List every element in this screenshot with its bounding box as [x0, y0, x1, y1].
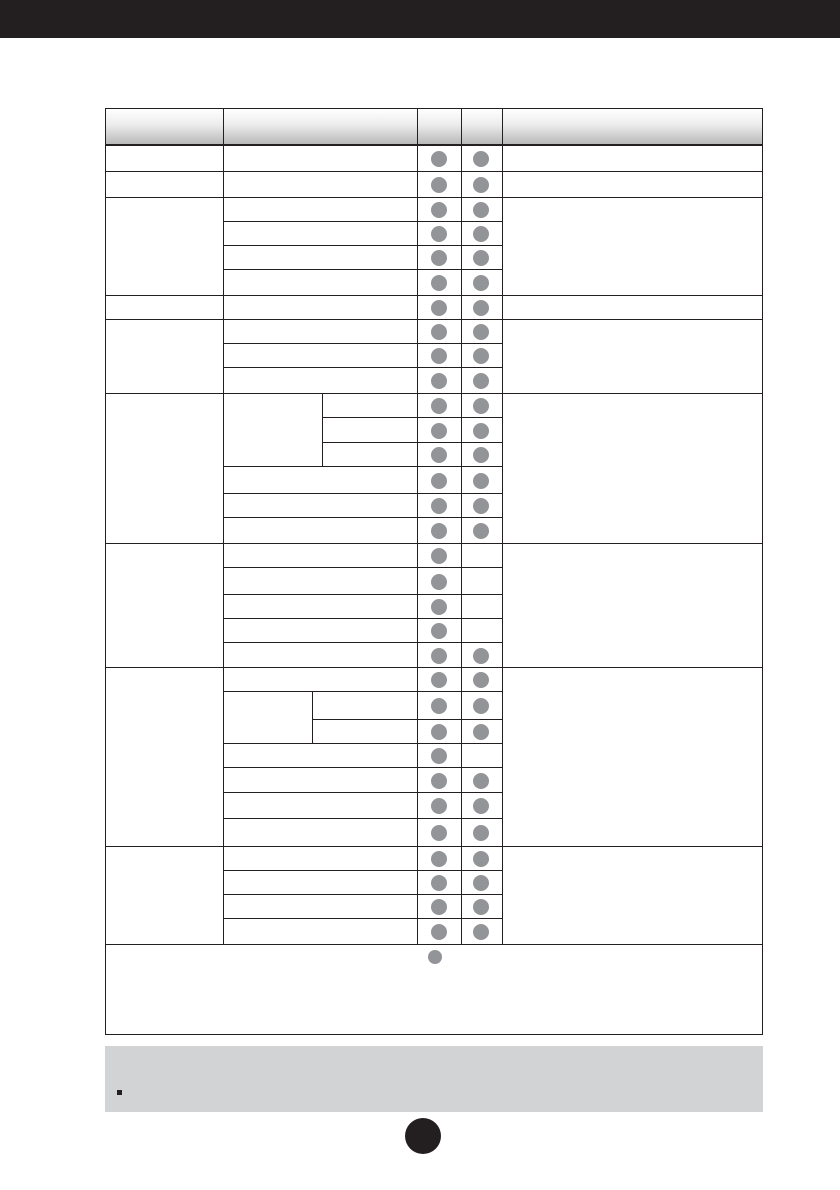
indicator-dot [473, 202, 489, 218]
group-divider [106, 295, 762, 296]
header-divider [502, 109, 503, 146]
indicator-dot [473, 226, 489, 242]
indicator-dot [473, 250, 489, 266]
row-divider [312, 719, 502, 720]
group-divider [106, 944, 762, 945]
indicator-dot [473, 648, 489, 664]
indicator-dot [473, 924, 489, 940]
indicator-dot [431, 498, 447, 514]
indicator-dot [431, 202, 447, 218]
indicator-dot [473, 875, 489, 891]
indicator-dot [431, 798, 447, 814]
row-divider [223, 743, 312, 744]
indicator-dot [431, 423, 447, 439]
indicator-dot [431, 672, 447, 688]
column-divider [502, 146, 503, 945]
group-divider [106, 319, 762, 320]
indicator-dot [473, 398, 489, 414]
header-cell [417, 109, 461, 146]
note-bullet-icon [117, 1090, 122, 1095]
indicator-dot [431, 875, 447, 891]
indicator-dot [431, 177, 447, 193]
indicator-dot [473, 851, 489, 867]
sub-column-divider [312, 692, 313, 744]
header-cell [223, 109, 417, 146]
header-divider [417, 109, 418, 146]
indicator-dot [473, 773, 489, 789]
group-divider [106, 543, 762, 544]
group-divider [106, 393, 762, 394]
indicator-dot [473, 672, 489, 688]
row-divider [322, 417, 502, 418]
indicator-dot [431, 623, 447, 639]
indicator-dot [473, 798, 489, 814]
indicator-dot [431, 398, 447, 414]
header-divider [223, 109, 224, 146]
menu-table [105, 108, 763, 1035]
indicator-dot [431, 275, 447, 291]
indicator-dot [473, 498, 489, 514]
group-divider [106, 197, 762, 198]
indicator-dot [473, 698, 489, 714]
indicator-dot [431, 548, 447, 564]
indicator-dot [431, 648, 447, 664]
header-divider [461, 109, 462, 146]
indicator-dot [431, 523, 447, 539]
column-divider [223, 146, 224, 945]
group-divider [106, 846, 762, 847]
sub-column-divider [322, 394, 323, 467]
column-divider [461, 146, 462, 945]
indicator-dot [431, 825, 447, 841]
header-cell [461, 109, 502, 146]
indicator-dot [473, 447, 489, 463]
indicator-dot [431, 151, 447, 167]
group-divider [106, 667, 762, 668]
indicator-dot [473, 373, 489, 389]
indicator-dot [431, 300, 447, 316]
note-box [105, 1046, 763, 1112]
column-divider [417, 146, 418, 945]
indicator-dot [431, 698, 447, 714]
indicator-dot [431, 574, 447, 590]
indicator-dot [431, 348, 447, 364]
indicator-dot [473, 151, 489, 167]
row-divider [223, 466, 322, 467]
indicator-dot [431, 226, 447, 242]
indicator-dot [473, 825, 489, 841]
footnote-dot [428, 950, 442, 964]
indicator-dot [431, 748, 447, 764]
indicator-dot [431, 324, 447, 340]
row-divider [322, 442, 502, 443]
indicator-dot [473, 899, 489, 915]
indicator-dot [431, 724, 447, 740]
indicator-dot [431, 851, 447, 867]
indicator-dot [431, 773, 447, 789]
indicator-dot [473, 275, 489, 291]
indicator-dot [431, 599, 447, 615]
indicator-dot [431, 899, 447, 915]
indicator-dot [473, 324, 489, 340]
indicator-dot [431, 373, 447, 389]
indicator-dot [473, 300, 489, 316]
indicator-dot [473, 348, 489, 364]
indicator-dot [473, 423, 489, 439]
indicator-dot [431, 447, 447, 463]
indicator-dot [431, 924, 447, 940]
header-cell [106, 109, 223, 146]
group-divider [106, 171, 762, 172]
indicator-dot [431, 473, 447, 489]
indicator-dot [473, 724, 489, 740]
indicator-dot [473, 473, 489, 489]
page-number-badge [405, 1118, 441, 1154]
indicator-dot [431, 250, 447, 266]
indicator-dot [473, 177, 489, 193]
indicator-dot [473, 523, 489, 539]
header-cell [502, 109, 762, 146]
top-header-bar [0, 0, 840, 38]
